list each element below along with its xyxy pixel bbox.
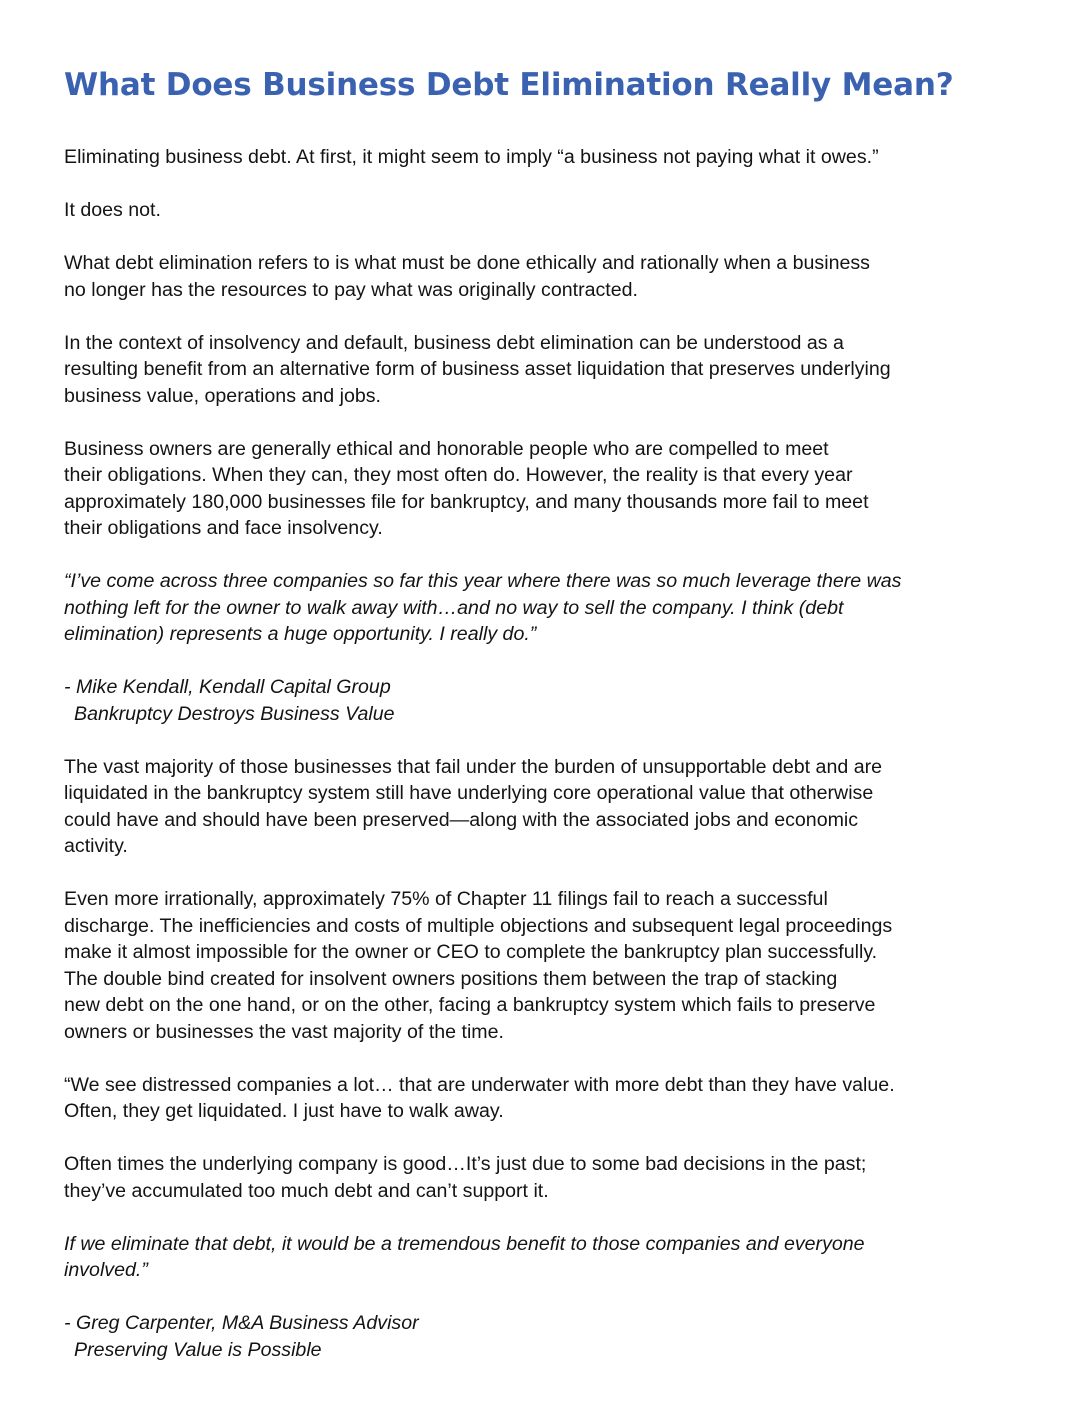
- quote-paragraph: [64, 674, 1044, 727]
- text-line: - Mike Kendall, Kendall Capital Group: [64, 676, 391, 698]
- text-line: Even more irrationally, approximately 75% of Chapter 11 filings fail to reach a successful: [64, 888, 828, 910]
- text-line: - Greg Carpenter, M&A Business Advisor: [64, 1312, 419, 1334]
- text-line: Business owners are generally ethical and honorable people who are compelled to meet: [64, 437, 829, 460]
- text-line: liquidated in the bankruptcy system still have underlying core operational value that otherwise: [64, 782, 874, 804]
- text-line: elimination) represents a huge opportunity. I really do.”: [64, 623, 537, 645]
- body-paragraph: [64, 754, 1044, 860]
- text-line: Often, they get liquidated. I just have to walk away.: [64, 1100, 504, 1122]
- text-line: new debt on the one hand, or on the other, facing a bankruptcy system which fails to preserve: [64, 994, 876, 1016]
- body-paragraph: [64, 250, 1044, 303]
- text-line: their obligations and face insolvency.: [64, 517, 383, 539]
- text-line: Often times the underlying company is good…It’s just due to some bad decisions in the past;: [64, 1153, 867, 1175]
- text-line: “We see distressed companies a lot… that are underwater with more debt than they have value.: [64, 1073, 895, 1096]
- quote-paragraph: [64, 568, 1044, 648]
- body-paragraph: [64, 197, 1044, 224]
- text-line: What debt elimination refers to is what must be done ethically and rationally when a business: [64, 252, 870, 274]
- text-line: Bankruptcy Destroys Business Value: [74, 702, 395, 725]
- body-paragraph: [64, 886, 1044, 1045]
- document-body: [64, 144, 1044, 1390]
- text-line: “I’ve come across three companies so far this year where there was so much leverage there was: [64, 570, 902, 592]
- text-line: no longer has the resources to pay what was originally contracted.: [64, 278, 638, 301]
- quote-paragraph: [64, 1231, 1044, 1284]
- page-title: What Does Business Debt Elimination Really Mean?: [64, 66, 954, 103]
- text-line: owners or businesses the vast majority of the time.: [64, 1020, 504, 1043]
- text-line: Eliminating business debt. At first, it might seem to imply “a business not paying what it owes.”: [64, 146, 879, 168]
- text-line: resulting benefit from an alternative form of business asset liquidation that preserves underlying: [64, 358, 891, 380]
- text-line: activity.: [64, 835, 128, 857]
- text-line: make it almost impossible for the owner or CEO to complete the bankruptcy plan successfully.: [64, 941, 878, 963]
- text-line: The double bind created for insolvent owners positions them between the trap of stacking: [64, 967, 838, 990]
- text-line: involved.”: [64, 1259, 148, 1281]
- body-paragraph: [64, 144, 1044, 171]
- text-line: The vast majority of those businesses that fail under the burden of unsupportable debt and are: [64, 755, 883, 778]
- text-line: In the context of insolvency and default, business debt elimination can be understood as a: [64, 331, 844, 354]
- body-paragraph: [64, 1151, 1044, 1204]
- text-line: could have and should have been preserved—along with the associated jobs and economic: [64, 808, 859, 831]
- body-paragraph: [64, 330, 1044, 410]
- body-paragraph: [64, 1072, 1044, 1125]
- text-line: If we eliminate that debt, it would be a tremendous benefit to those companies and everyone: [64, 1232, 865, 1255]
- body-paragraph: [64, 436, 1044, 542]
- text-line: It does not.: [64, 199, 161, 221]
- text-line: business value, operations and jobs.: [64, 384, 381, 407]
- text-line: Preserving Value is Possible: [74, 1338, 322, 1361]
- text-line: they’ve accumulated too much debt and can’t support it.: [64, 1179, 549, 1202]
- text-line: approximately 180,000 businesses file for bankruptcy, and many thousands more fail to meet: [64, 490, 869, 513]
- text-line: their obligations. When they can, they most often do. However, the reality is that every year: [64, 464, 853, 486]
- text-line: discharge. The inefficiencies and costs of multiple objections and subsequent legal proceedings: [64, 914, 893, 937]
- quote-paragraph: [64, 1310, 1044, 1363]
- text-line: nothing left for the owner to walk away with…and no way to sell the company. I think (debt: [64, 596, 844, 619]
